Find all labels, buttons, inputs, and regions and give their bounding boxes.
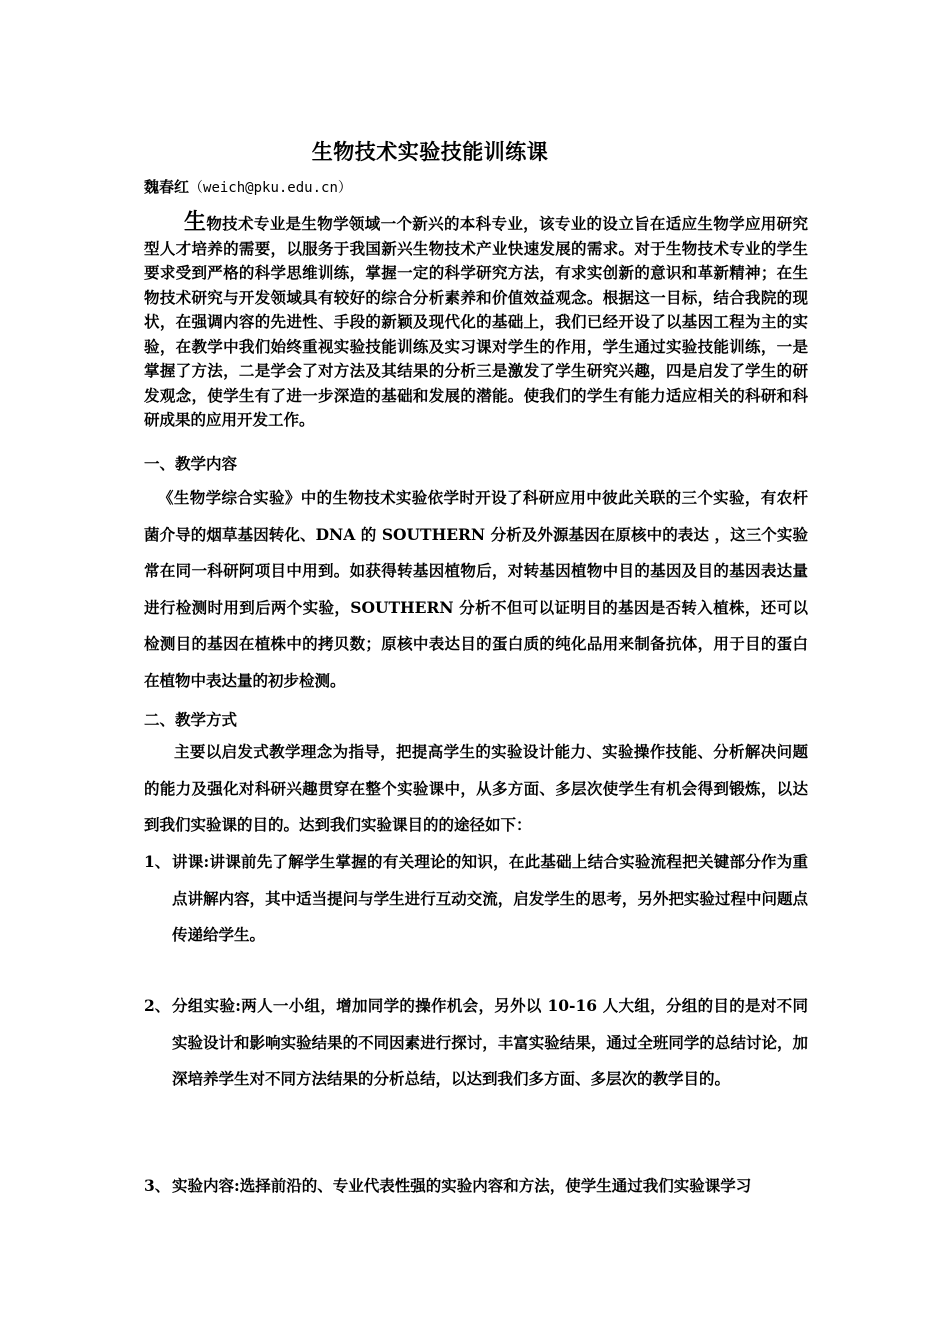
list-item: [144, 1168, 808, 1205]
list-item-text: 讲课:讲课前先了解学生掌握的有关理论的知识，在此基础上结合实验流程把关键部分作为重点讲解内容，其中适当提问与学生进行互动交流，启发学生的思考，另外把实验过程中问题点传递给学生。: [172, 852, 808, 944]
document-title: 生物技术实验技能训练课: [311, 139, 549, 164]
intro-drop-char: 生: [184, 209, 207, 235]
author-name: 魏春红: [144, 178, 190, 196]
list-item-number: 2、: [144, 996, 171, 1015]
section-heading-method: 二、教学方式: [144, 710, 238, 729]
section-method-paragraph: [144, 734, 808, 844]
section-content-text: 《生物学综合实验》中的生物技术实验依学时开设了科研应用中彼此关联的三个实验，有农杆菌介导的烟草基因转化、DNA 的 SOUTHERN 分析及外源基因在原核中的表达 ，这三个实验常在同一科研阿项目中用到。如获得转基因植物后，对转基因植物中目的基因及目的基因表达量进行检测时用到后两个实验，SOUTHERN 分析不但可以证明目的基因是否转入植株，还可以检测目的基因在植株中的拷贝数；原核中表达目的蛋白质的纯化品用来制备抗体，用于目的蛋白在植物中表达量的初步检测。: [144, 488, 808, 690]
list-item: [144, 988, 808, 1098]
list-item-text: 分组实验:两人一小组，增加同学的操作机会，另外以 10-16 人大组，分组的目的是对不同实验设计和影响实验结果的不同因素进行探讨，丰富实验结果，通过全班同学的总结讨论，加深培养学生对不同方法结果的分析总结，以达到我们多方面、多层次的教学目的。: [172, 996, 808, 1088]
intro-paragraph: [144, 210, 808, 433]
section-content-paragraph: [144, 480, 808, 699]
section-method-text: 主要以启发式教学理念为指导，把提高学生的实验设计能力、实验操作技能、分析解决问题的能力及强化对科研兴趣贯穿在整个实验课中，从多方面、多层次使学生有机会得到锻炼，以达到我们实验课的目的。达到我们实验课目的的途径如下：: [144, 742, 808, 834]
author-email: （weich@pku.edu.cn）: [189, 180, 352, 196]
list-item-text: 实验内容:选择前沿的、专业代表性强的实验内容和方法，使学生通过我们实验课学习: [172, 1176, 752, 1195]
list-item-number: 3、: [144, 1176, 171, 1195]
section-heading-content: 一、教学内容: [144, 454, 238, 473]
author-line: [144, 176, 352, 197]
intro-text: 物技术专业是生物学领域一个新兴的本科专业，该专业的设立旨在适应生物学应用研究型人才培养的需要，以服务于我国新兴生物技术产业快速发展的需求。对于生物技术专业的学生要求受到严格的科学思维训练，掌握一定的科学研究方法，有求实创新的意识和革新精神；在生物技术研究与开发领域具有较好的综合分析素养和价值效益观念。根据这一目标，结合我院的现状，在强调内容的先进性、手段的新颖及现代化的基础上，我们已经开设了以基因工程为主的实验，在教学中我们始终重视实验技能训练及实习课对学生的作用，学生通过实验技能训练，一是掌握了方法，二是学会了对方法及其结果的分析三是激发了学生研究兴趣，四是启发了学生的研发观念，使学生有了进一步深造的基础和发展的潜能。使我们的学生有能力适应相关的科研和科研成果的应用开发工作。: [144, 214, 808, 429]
list-item-number: 1、: [144, 852, 171, 871]
list-item: [144, 844, 808, 954]
